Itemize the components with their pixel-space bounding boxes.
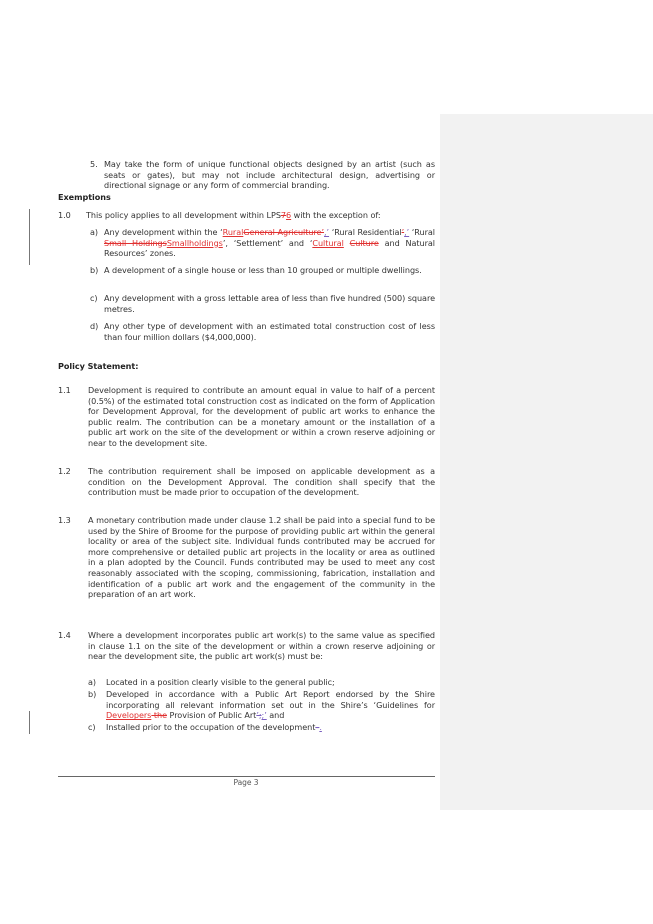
inserted-text: Rural: [222, 227, 244, 237]
deleted-text: Small Holdings: [104, 237, 167, 248]
change-bar: [29, 209, 30, 265]
deleted-text: –: [315, 722, 320, 732]
deleted-text: ’;: [256, 710, 262, 721]
list-label: c): [88, 722, 96, 732]
clause-number: 1.3: [58, 515, 71, 525]
clause-1-1: Development is required to contribute an amount equal in value to half of a percent (0.5%) of the estimated total construction cost as indicated on the form of Application for Development Approval, for the development of public art works to enhance the public realm. The contribution can be a monetary amount or the installation of a public art work on the site of the development or within a crown reserve adjoining or near to the development site.: [88, 385, 435, 448]
text: and: [266, 710, 285, 721]
list-label: b): [90, 265, 99, 275]
exemptions-heading: Exemptions: [58, 192, 111, 202]
inserted-text: Cultural: [312, 237, 344, 248]
clause-number: 1.2: [58, 466, 71, 476]
deleted-text: ’: [401, 227, 405, 237]
item-text: May take the form of unique functional objects designed by an artist (such as seats or gates), but may not include architectural design, advertising or directional signage or any form of commercial branding.: [104, 159, 435, 191]
clause-1-3: A monetary contribution made under clause 1.2 shall be paid into a special fund to be used by the Shire of Broome for the purpose of providing public art within the general locality or area of the subject site. Individual funds contributed may be accrued for more comprehensive or detailed public art projects in the locality or area as outlined in a plan adopted by the Council. Funds contributed may be used to meet any cost reasonably associated with the scoping, commissioning, fabrication, installation and identification of a public art work and the engagement of the community in the preparation of an art work.: [88, 515, 435, 600]
text: ‘Rural: [409, 227, 435, 237]
list-label: b): [88, 689, 97, 699]
exemption-a: [104, 227, 435, 259]
footer-rule: [58, 776, 435, 777]
deleted-text: the: [151, 710, 167, 721]
text: and Natural Resources’ zones.: [104, 237, 435, 259]
exemptions-intro: [86, 210, 436, 221]
list-label: c): [90, 293, 98, 303]
intro-text: with the exception of:: [291, 210, 381, 220]
inserted-text: Smallholdings: [166, 237, 223, 248]
deleted-text: 7: [280, 210, 287, 220]
clause-1-2: The contribution requirement shall be imposed on applicable development as a condition on the Development Approval. The condition shall specify that the contribution must be made prior to occupation of the development.: [88, 466, 435, 498]
text: ‘Rural Residential: [329, 227, 402, 237]
inserted-text: 6: [286, 210, 292, 220]
intro-text: This policy applies to all development within LPS: [86, 210, 281, 220]
format-change-text: ,’: [324, 227, 330, 237]
exemption-d: Any other type of development with an estimated total construction cost of less than four million dollars ($4,000,000).: [104, 321, 435, 342]
comment-pane: [440, 114, 653, 810]
page-number: Page 3: [233, 778, 259, 787]
text: Installed prior to the occupation of the development: [106, 722, 316, 732]
text: Developed in accordance with a Public Art Report endorsed by the Shire incorporating all relevant information set out in the Shire’s ‘Guidelines for: [106, 689, 435, 710]
text: Any development within the ‘: [104, 227, 223, 237]
text: ’, ‘Settlement’ and ‘: [222, 237, 313, 248]
format-change-text: ;’: [261, 710, 267, 721]
clause-number: 1.0: [58, 210, 71, 220]
exemption-c: Any development with a gross lettable area of less than five hundred (500) square metres.: [104, 293, 435, 314]
deleted-text: General Agriculture’: [243, 227, 324, 237]
subclause-a: Located in a position clearly visible to the general public;: [106, 677, 335, 687]
text: Provision of Public Art: [167, 710, 257, 721]
exemption-b: A development of a single house or less than 10 grouped or multiple dwellings.: [104, 265, 422, 275]
subclause-c: [106, 722, 435, 733]
list-label: a): [88, 677, 97, 687]
format-change-text: .: [319, 722, 322, 732]
item-number: 5.: [90, 159, 98, 169]
subclause-b: [106, 689, 435, 721]
format-change-text: ,’: [404, 227, 410, 237]
change-bar: [29, 711, 30, 734]
list-label: d): [90, 321, 99, 331]
policy-heading: Policy Statement:: [58, 361, 139, 371]
list-label: a): [90, 227, 99, 237]
inserted-text: Developers: [106, 710, 152, 721]
deleted-text: Culture: [349, 237, 379, 248]
clause-number: 1.4: [58, 630, 71, 640]
clause-1-4: Where a development incorporates public art work(s) to the same value as specified in clause 1.1 on the site of the development or within a crown reserve adjoining or near the development site, the public art work(s) must be:: [88, 630, 435, 662]
clause-number: 1.1: [58, 385, 71, 395]
